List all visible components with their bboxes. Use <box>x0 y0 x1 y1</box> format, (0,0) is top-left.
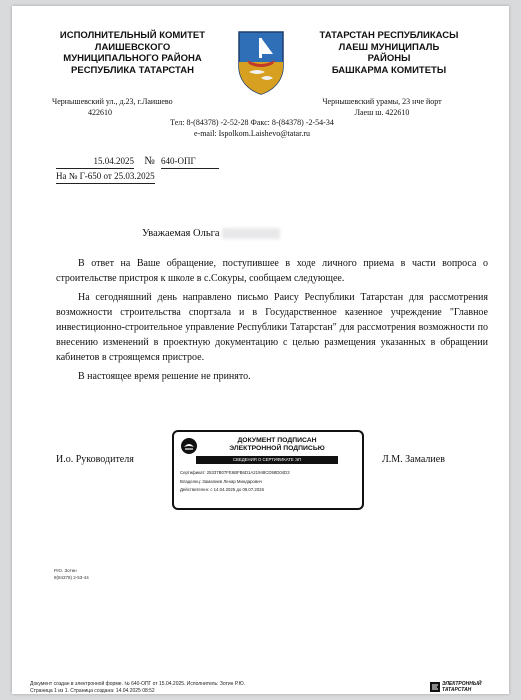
outgoing-number: 640-ОПГ <box>161 154 219 169</box>
logo-line: ТАТАРСТАН <box>442 687 472 693</box>
document-page <box>12 6 509 694</box>
certificate-owner: Владелец: Замалиев Ленар Миндарович <box>180 478 262 484</box>
header-left-line: РЕСПУБЛИКА ТАТАРСТАН <box>71 64 194 76</box>
paragraph: В настоящее время решение не принято. <box>78 371 251 382</box>
contact-block <box>122 118 382 139</box>
letter-body <box>56 256 488 388</box>
greeting-text: Уважаемая Ольга <box>142 228 220 239</box>
address-left <box>52 96 232 118</box>
electronic-tatarstan-logo <box>430 681 494 693</box>
executor-phone: 8(84378) 2-53-44 <box>54 575 89 580</box>
header-left-line: ЛАИШЕВСКОГО <box>94 41 171 53</box>
stamp-title-line: ЭЛЕКТРОННОЙ ПОДПИСЬЮ <box>229 445 325 452</box>
executor-block <box>54 567 89 581</box>
header-right-block <box>289 30 489 76</box>
footer <box>30 681 245 695</box>
address-left-postcode: 422610 <box>88 108 112 117</box>
reference-block <box>56 154 219 184</box>
footer-line: Страница 1 из 1. Страница создана: 14.04.2025 08:52 <box>30 688 155 694</box>
address-right-line: Чернышевский урамы, 23 нче йорт <box>322 97 442 106</box>
paragraph: На сегодняшний день направлено письмо Раису Республики Татарстан для рассмотрения возможности строительства спортзала и в Государственное казенное учреждение "Главное инвестиционно-строительное управление Республики Татарстан" для рассмотрения возможности по внесению изменений в проектную документацию с целью размещения указанных в обращении кабинетов в строящемся пристрое. <box>56 292 488 363</box>
logo-line: ЭЛЕКТРОННЫЙ <box>442 681 482 687</box>
header-right-line: БАШКАРМА КОМИТЕТЫ <box>331 64 447 76</box>
redacted-surname <box>222 228 280 239</box>
paragraph: В ответ на Ваше обращение, поступившее в ходе личного приема в части вопроса о строительстве пристроя к школе в с.Сокуры, сообщаем следующее. <box>56 258 488 284</box>
footer-line: Документ создан в электронной форме. № 640-ОПГ от 15.04.2025. Исполнитель: Зотин Р.Ю. <box>30 681 246 687</box>
certificate-info-bar: СВЕДЕНИЯ О СЕРТИФИКАТЕ ЭП <box>196 456 338 464</box>
email: e-mail: Ispolkom.Laishevo@tatar.ru <box>193 128 310 138</box>
header-left-line: ИСПОЛНИТЕЛЬНЫЙ КОМИТЕТ <box>59 30 206 41</box>
greeting <box>142 228 280 239</box>
address-right-postcode: Лаеш ш. 422610 <box>354 108 410 117</box>
header-left-line: МУНИЦИПАЛЬНОГО РАЙОНА <box>63 53 202 64</box>
header-right-line: ТАТАРСТАН РЕСПУБЛИКАСЫ <box>319 30 459 41</box>
number-sign: № <box>144 155 155 167</box>
signatory-name: Л.М. Замалиев <box>382 454 445 465</box>
tatarstan-emblem-icon <box>180 437 198 455</box>
phone-fax: Тел: 8-(84378) -2-52-28 Факс: 8-(84378) -2-54-34 <box>170 118 334 127</box>
coat-of-arms-icon <box>235 28 287 96</box>
address-right <box>297 96 467 118</box>
certificate-validity: Действителен: с 14.04.2025 до 08.07.2026 <box>180 487 264 492</box>
signatory-position: И.о. Руководителя <box>56 454 134 465</box>
executor-name: Р.Ю. Зотин <box>54 568 77 573</box>
certificate-serial: Сертификат: 25337B07FE6BFB6D1A21948CD58D04D3 <box>180 470 290 475</box>
outgoing-date: 15.04.2025 <box>56 154 134 169</box>
stamp-title-line: ДОКУМЕНТ ПОДПИСАН <box>237 437 317 444</box>
header-right-line: РАЙОНЫ <box>367 53 411 64</box>
address-left-line: Чернышевский ул., д.23, г.Лаишево <box>52 97 173 106</box>
incoming-reference: На № Г-650 от 25.03.2025 <box>56 169 155 184</box>
stamp-title <box>202 437 352 453</box>
certificate-details <box>180 469 360 495</box>
header-right-line: ЛАЕШ МУНИЦИПАЛЬ <box>338 41 440 53</box>
header-left-block <box>30 30 235 76</box>
electronic-signature-stamp <box>172 430 364 510</box>
